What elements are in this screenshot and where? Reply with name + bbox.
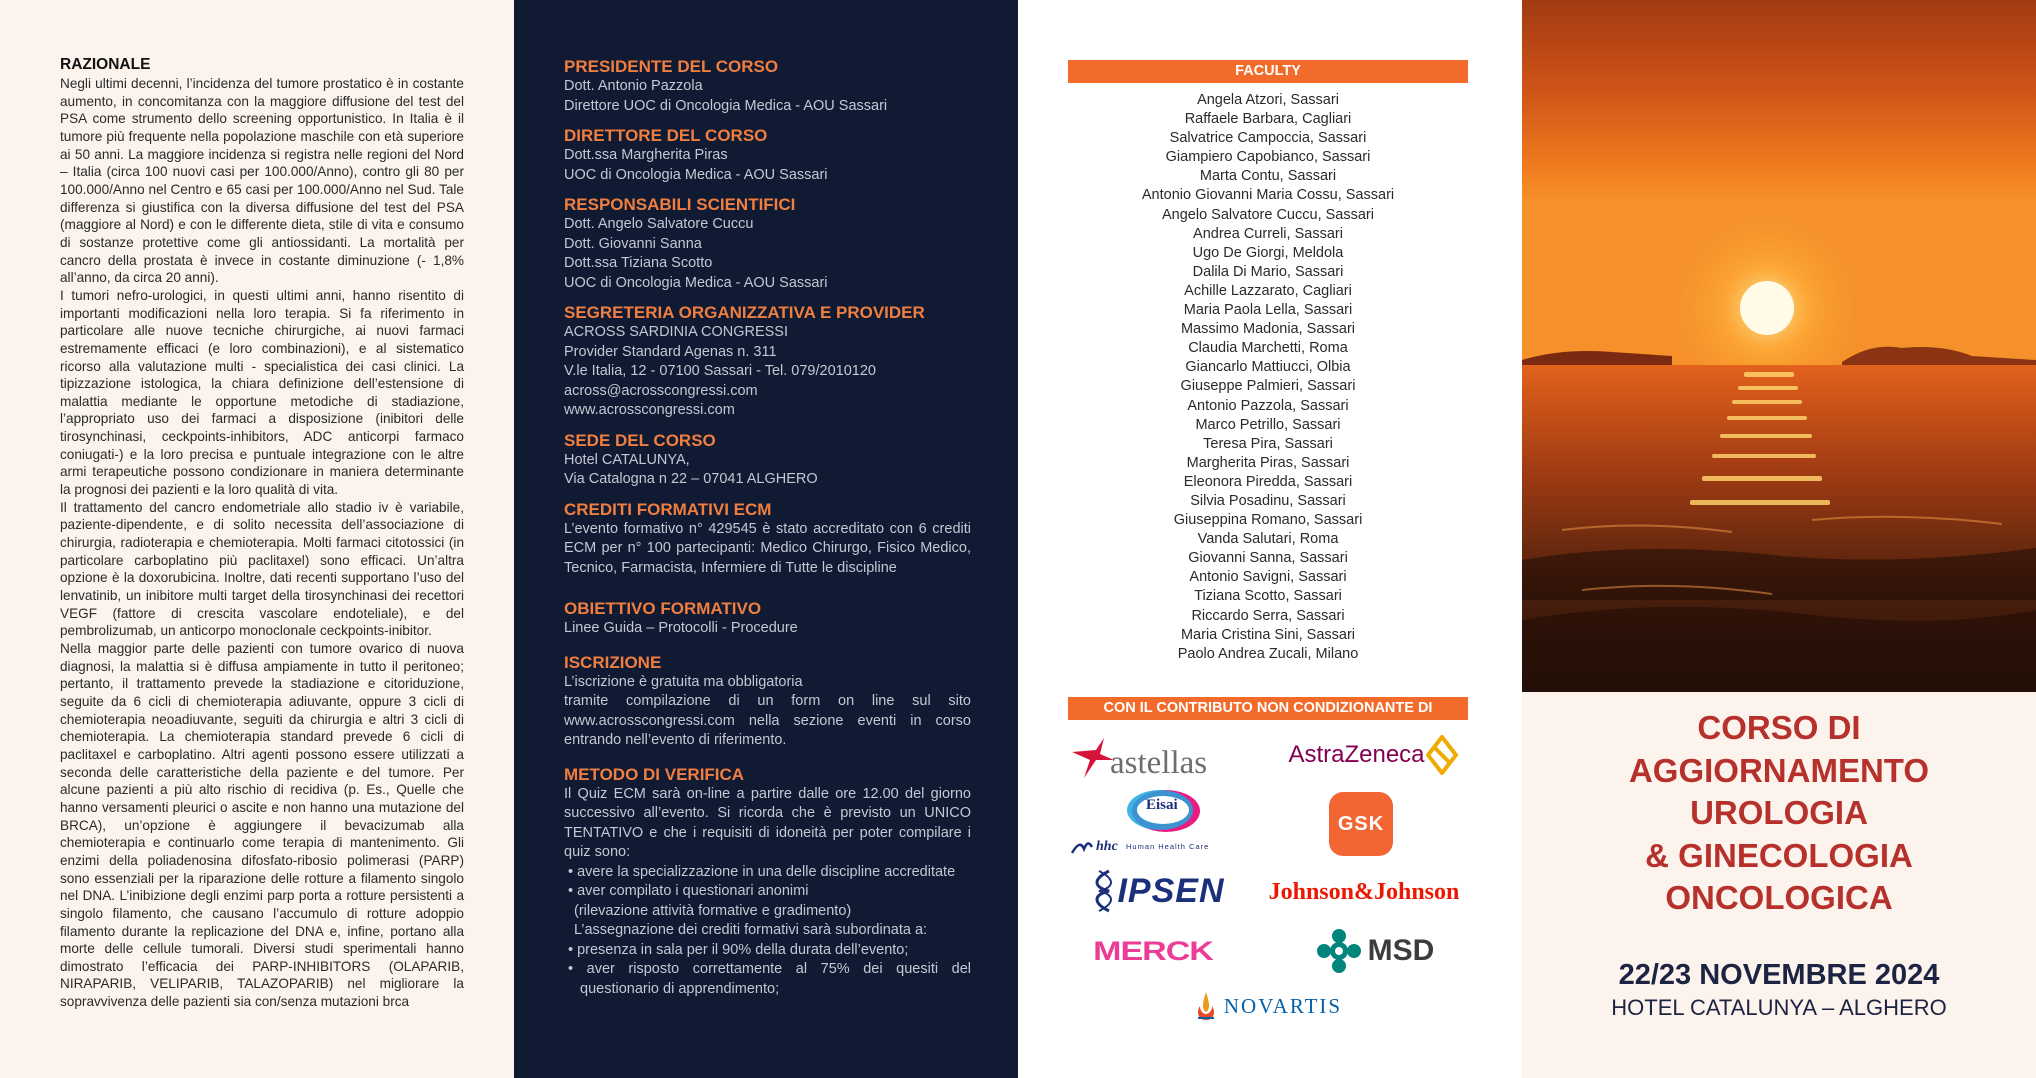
faculty-member: Claudia Marchetti, Roma	[1188, 340, 1348, 357]
faculty-member: Giuseppe Palmieri, Sassari	[1180, 378, 1356, 395]
bullet-item: • aver risposto correttamente al 75% dei quesiti del questionario di apprendimento;	[568, 961, 971, 997]
section-title: SEDE DEL CORSO	[564, 430, 716, 450]
novartis-wordmark: NOVARTIS	[1223, 993, 1343, 1018]
faculty-header: FACULTY	[1068, 60, 1468, 83]
faculty-member: Margherita Piras, Sassari	[1186, 454, 1350, 471]
event-date: 22/23 NOVEMBRE 2024	[1618, 959, 1940, 991]
assignment-note: L’assegnazione dei crediti formativi sarà subordinata a:	[574, 922, 928, 938]
gsk-wordmark: GSK	[1337, 812, 1385, 835]
faculty-member: Giancarlo Mattiucci, Olbia	[1185, 359, 1351, 376]
rationale-paragraph: I tumori nefro-urologici, in questi ultimi anni, hanno risentito di importanti modificazioni nella loro terapia. Si fa riferimento in particolare alle nuove tecniche chirurgiche, ai nuovi farmaci estremamente efficaci (e loro combinazioni), e al sistematico ricorso alla valutazione multi - specialistica dei casi clinici. La tipizzazione istologica, la chiara definizione dell’estensione di malattia mediante le opportune metodiche di stadiazione, l’appropriato uso dei farmaci a disposizione (inibitori delle tirosynchinasi, ceckpoints-inhibitors, ADC anticorpi farmaco coniugati-) e la loro precisa e puntuale integrazione con le altre armi terapeutiche possono condizionare in maniera determinante la prognosi dei pazienti e la loro qualità di vita.	[60, 287, 464, 498]
faculty-member: Antonio Giovanni Maria Cossu, Sassari	[1141, 187, 1395, 204]
faculty-member: Angela Atzori, Sassari	[1197, 92, 1339, 108]
faculty-member: Silvia Posadinu, Sassari	[1190, 492, 1346, 509]
section-line: Hotel CATALUNYA,	[564, 451, 690, 468]
hhc-wordmark: hhc	[1096, 839, 1118, 854]
title-line: CORSO DI	[1697, 709, 1861, 746]
astrazeneca-wordmark: AstraZeneca	[1288, 741, 1425, 768]
segreteria-section	[564, 302, 971, 421]
title-line: AGGIORNAMENTO	[1628, 751, 1930, 789]
title-line: UROLOGIA	[1690, 794, 1868, 831]
faculty-member: Giampiero Capobianco, Sassari	[1165, 149, 1371, 166]
metodo-section	[564, 764, 971, 1000]
faculty-member: Teresa Pira, Sassari	[1203, 435, 1333, 452]
section-title: PRESIDENTE DEL CORSO	[564, 57, 779, 76]
faculty-member: Riccardo Serra, Sassari	[1191, 607, 1345, 624]
eisai-wordmark: Eisai	[1146, 797, 1178, 813]
ipsen-wordmark: IPSEN	[1117, 871, 1225, 910]
section-line: Provider Standard Agenas n. 311	[564, 343, 777, 360]
msd-wordmark: MSD	[1367, 934, 1435, 967]
bullet-subtext: (rilevazione attività formative e gradimento)	[574, 902, 852, 919]
rationale-heading: RAZIONALE	[60, 56, 151, 73]
ipsen-logo	[1068, 867, 1248, 915]
email-link[interactable]: across@acrosscongressi.com	[564, 382, 758, 399]
website-link[interactable]: www.acrosscongressi.com	[564, 402, 735, 418]
faculty-member: Giovanni Sanna, Sassari	[1188, 550, 1348, 567]
event-venue: HOTEL CATALUNYA – ALGHERO	[1611, 995, 1947, 1020]
course-title	[1522, 707, 2036, 920]
responsabili-section	[564, 194, 971, 293]
ipsen-helix-icon	[1091, 869, 1117, 913]
faculty-member: Marta Contu, Sassari	[1199, 168, 1337, 185]
bullet-item: • aver compilato i questionari anonimi	[568, 883, 809, 899]
faculty-member: Vanda Salutari, Roma	[1197, 531, 1339, 548]
faculty-member: Tiziana Scotto, Sassari	[1194, 588, 1342, 605]
sunset-image	[1522, 0, 2036, 692]
rationale-paragraph: Il trattamento del cancro endometriale allo stadio iv è variabile, paziente-dipendente, e di solito necessita dell’associazione di chirurgia, radioterapia e chemioterapia. Molti farmaci citotossici (in particolare carboplatino più paclitaxel) sono efficaci. Un’altra opzione è la doxorubicina. Inoltre, dati recenti supportano l’uso del lenvatinib, un inibitore multi target della tirosynchinasi dei recettori VEGF (fattore di crescita vascolare endoteliale), e del pembrolizumab, un anticorpo monoclonale ceckpoints-inibitor.	[60, 499, 464, 639]
section-title: CREDITI FORMATIVI ECM	[564, 499, 772, 519]
faculty-member: Achille Lazzarato, Cagliari	[1184, 282, 1352, 299]
faculty-member: Andrea Curreli, Sassari	[1193, 225, 1343, 242]
obiettivo-section	[564, 598, 971, 639]
faculty-member: Antonio Pazzola, Sassari	[1187, 397, 1349, 414]
cover-panel	[1522, 0, 2036, 1078]
faculty-member: Raffaele Barbara, Cagliari	[1184, 111, 1352, 128]
section-text: tramite compilazione di un form on line sul sito www.acrosscongressi.com nella sezione eventi in corso entrando nell’evento di riferimento.	[564, 693, 971, 748]
section-title: RESPONSABILI SCIENTIFICI	[564, 195, 796, 214]
section-line: ACROSS SARDINIA CONGRESSI	[564, 324, 788, 340]
section-title: SEGRETERIA ORGANIZZATIVA E PROVIDER	[564, 303, 925, 322]
presidente-section	[564, 56, 971, 116]
section-text: L’iscrizione è gratuita ma obbligatoria	[564, 673, 803, 690]
faculty-member: Paolo Andrea Zucali, Milano	[1177, 645, 1359, 662]
title-line: & GINECOLOGIA	[1645, 836, 1913, 874]
bullet-item: • presenza in sala per il 90% della durata dell’evento;	[568, 941, 909, 958]
iscrizione-section	[564, 652, 971, 751]
direttore-section	[564, 125, 971, 185]
faculty-list	[1068, 91, 1468, 664]
section-title: OBIETTIVO FORMATIVO	[564, 599, 762, 618]
section-line: UOC di Oncologia Medica - AOU Sassari	[564, 274, 828, 291]
rationale-panel	[0, 0, 514, 1078]
faculty-member: Eleonora Piredda, Sassari	[1183, 473, 1353, 490]
crediti-section	[564, 499, 971, 579]
section-text: L’evento formativo n° 429545 è stato accreditato con 6 crediti ECM per n° 100 partecipanti: Medico Chirurgo, Fisico Medico, Tecnico, Farmacista, Infermiere di Tutte le discipline	[564, 520, 971, 576]
section-line: UOC di Oncologia Medica - AOU Sassari	[564, 166, 828, 183]
faculty-member: Antonio Savigni, Sassari	[1189, 569, 1347, 586]
title-line: ONCOLOGICA	[1665, 879, 1893, 916]
msd-logo	[1300, 925, 1450, 977]
rationale-paragraph: Negli ultimi decenni, l’incidenza del tumore prostatico è in costante aumento, in concomitanza con la maggiore diffusione del test del PSA come strumento dello screening opportunistico. In Italia è il tumore più frequente nella popolazione maschile con età superiore ai 50 anni. La maggiore incidenza si registra nelle regioni del Nord – Italia (circa 100 nuovi casi per 100.000/Anno), contro gli 80 per 100.000/Anno nel Centro e 65 casi per 100.000/Anno nel Sud. Tale differenza si giustifica con la diversa diffusione del test del PSA (maggiore al Nord) e con le differente dieta, stile di vita e consumo di sostanze protettive come gli antiossidanti. La mortalità per cancro della prostata è invece in costante diminuzione (- 1,8% all’anno, da circa 20 anni).	[60, 76, 464, 286]
section-text: Il Quiz ECM sarà on-line a partire dalle ore 12.00 del giorno successivo all’evento. Si ricorda che è previsto un UNICO TENTATIVO e che i requisiti di idoneità per poter compilare i quiz sono:	[564, 785, 971, 860]
section-line: Dott. Giovanni Sanna	[564, 235, 702, 252]
faculty-member: Massimo Madonia, Sassari	[1180, 321, 1356, 338]
faculty-member: Maria Paola Lella, Sassari	[1183, 302, 1353, 319]
rationale-paragraph: Nella maggior parte delle pazienti con tumore ovarico di nuova diagnosi, la malattia si è diffusa ampiamente in tutto il peritoneo; pertanto, il trattamento prevede la stadiazione e citoriduzione, seguite da 6 cicli di chemioterapia adiuvante, oppure 3 cicli di chemioterapia neoadiuvante, seguiti da chirurgia e altri 3 cicli di chemioterapia. La chemioterapia standard prevede 6 cicli di paclitaxel e carboplatino. Altri agenti possono essere utilizzati a seconda delle caratteristiche della paziente e del tumore. Per alcune pazienti a più alto rischio di recidiva (p. Es., Quelle che hanno versamenti pleurici o ascite e non hanno una mutazione del BRCA), un’opzione è aggiungere il bevacizumab alla chemioterapia e continuarlo come terapia di mantenimento. Gli enzimi della poliadenosina difosfato-ribosio polimerasi (PARP) sono essenziali per la riparazione delle rotture a filamento singolo nel DNA. L’inibizione degli enzimi parp porta a rotture persistenti a singolo filamento, che causano l’accumulo di rotture adoppio filamento durante la replicazione del DNA e, infine, portano alla morte delle cellule tumorali. Diversi studi sperimentali hanno dimostrato l’efficacia dei PARP-INHIBITORS (OLAPARIB, NIRAPARIB, VELIPARIB, TALAZOPARIB) nel migliorare la sopravvivenza delle pazienti sia con/senza mutazioni brca	[60, 641, 464, 1010]
gsk-logo	[1329, 792, 1393, 856]
section-line: V.le Italia, 12 - 07100 Sassari - Tel. 079/2010120	[564, 363, 876, 379]
eisai-tagline: Human Health Care	[1126, 842, 1210, 851]
faculty-panel	[1018, 0, 1522, 1078]
jnj-logo	[1254, 870, 1474, 914]
astrazeneca-symbol-icon	[1426, 735, 1458, 775]
sede-section	[564, 430, 971, 490]
eisai-logo	[1068, 787, 1240, 855]
section-line: Via Catalogna n 22 – 07041 ALGHERO	[564, 471, 818, 487]
sponsor-header: CON IL CONTRIBUTO NON CONDIZIONANTE DI	[1068, 697, 1468, 720]
merck-logo	[1068, 928, 1238, 974]
faculty-member: Giuseppina Romano, Sassari	[1173, 512, 1363, 529]
section-line: Dott. Antonio Pazzola	[564, 78, 703, 94]
section-line: Dott.ssa Tiziana Scotto	[564, 255, 713, 271]
section-line: Direttore UOC di Oncologia Medica - AOU Sassari	[564, 97, 888, 114]
merck-wordmark: MERCK	[1093, 935, 1213, 966]
msd-emblem-icon	[1316, 928, 1362, 974]
section-line: Dott.ssa Margherita Piras	[564, 147, 728, 163]
faculty-member: Dalila Di Mario, Sassari	[1192, 263, 1344, 280]
faculty-member: Ugo De Giorgi, Meldola	[1192, 244, 1344, 261]
bullet-item: • avere la specializzazione in una delle discipline accreditate	[568, 863, 956, 880]
novartis-logo	[1168, 985, 1368, 1027]
faculty-member: Marco Petrillo, Sassari	[1195, 416, 1341, 433]
section-title: DIRETTORE DEL CORSO	[564, 126, 768, 145]
astellas-logo	[1070, 735, 1250, 781]
section-title: ISCRIZIONE	[564, 652, 662, 672]
novartis-flame-icon	[1194, 990, 1218, 1022]
section-text: Linee Guida – Protocolli - Procedure	[564, 620, 798, 636]
faculty-member: Angelo Salvatore Cuccu, Sassari	[1162, 206, 1374, 223]
section-title: METODO DI VERIFICA	[564, 764, 745, 784]
jnj-wordmark: Johnson&Johnson	[1268, 878, 1460, 905]
info-panel	[514, 0, 1018, 1078]
section-line: Dott. Angelo Salvatore Cuccu	[564, 216, 754, 232]
faculty-member: Salvatrice Campoccia, Sassari	[1169, 130, 1367, 147]
faculty-member: Maria Cristina Sini, Sassari	[1180, 626, 1356, 643]
astellas-wordmark: astellas	[1110, 744, 1208, 781]
astrazeneca-logo	[1283, 732, 1463, 778]
